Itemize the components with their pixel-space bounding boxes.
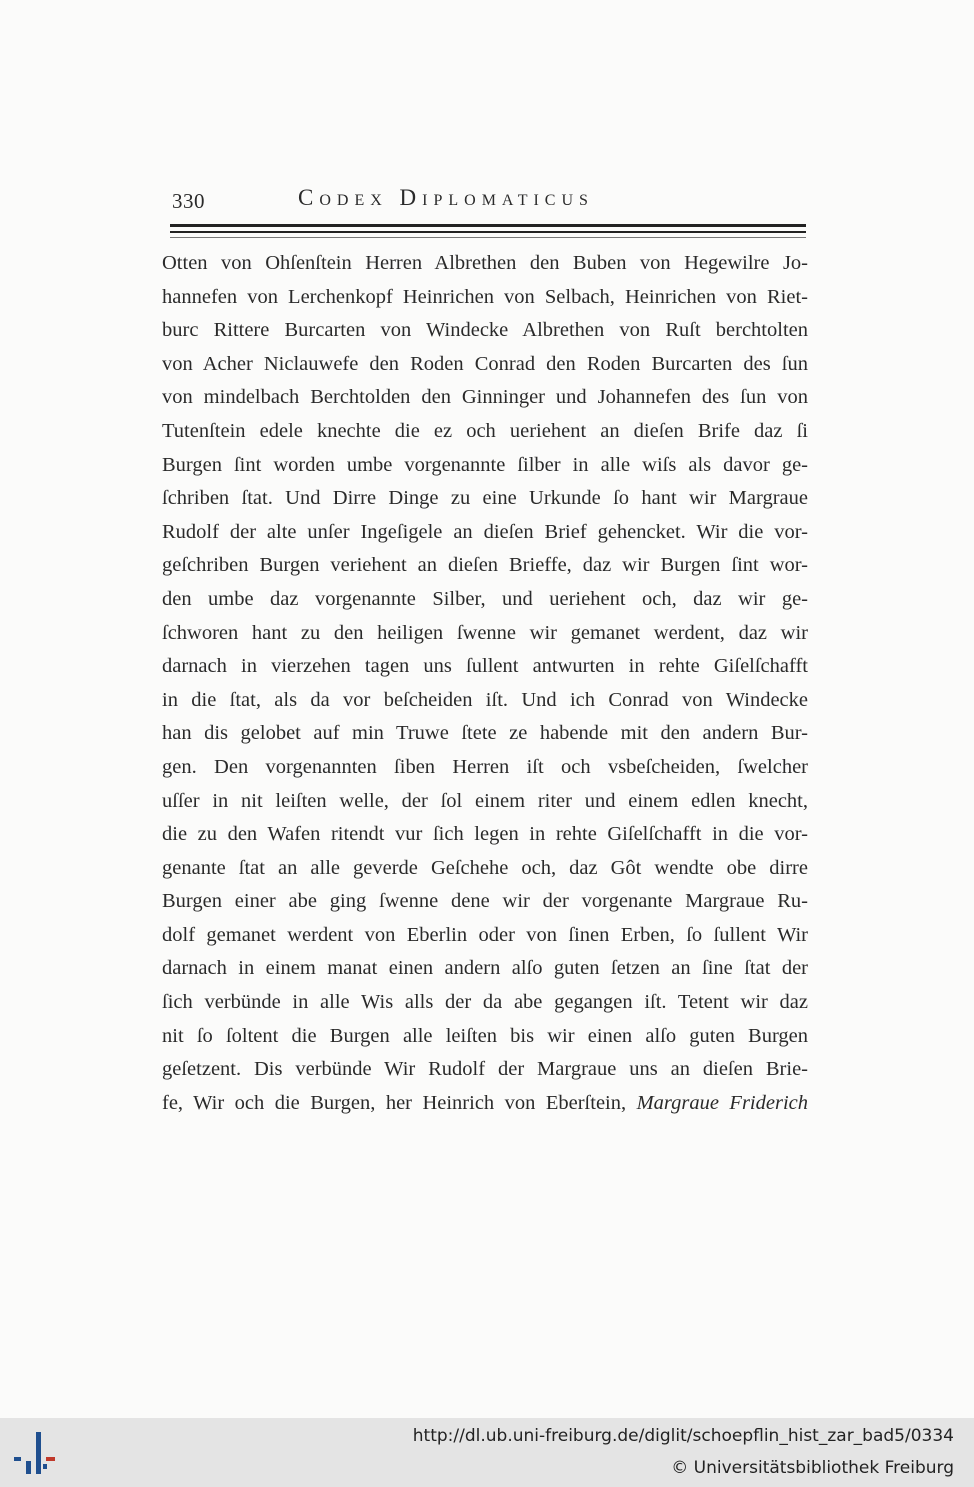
text-line: darnach in vierzehen tagen uns ſullent antwurten in rehte Giſelſchafft <box>162 655 808 678</box>
text-line: von mindelbach Berchtolden den Ginninger und Johannefen des ſun von <box>162 386 808 409</box>
text-line: genante ſtat an alle geverde Geſchehe och, daz Gôt wendte obe dirre <box>162 856 808 879</box>
text-line: hannefen von Lerchenkopf Heinrichen von Selbach, Heinrichen von Riet- <box>162 285 808 308</box>
last-line-roman: fe, Wir och die Burgen, her Heinrich von Eberſtein, <box>162 1091 627 1114</box>
text-line: Burgen ſint worden umbe vorgenannte ſilber in alle wiſs als davor ge- <box>162 453 808 476</box>
header-rule <box>170 224 806 227</box>
header-rule <box>170 237 806 238</box>
text-line: in die ſtat, als da vor beſcheiden iſt. Und ich Conrad von Windecke <box>162 688 808 711</box>
text-line: nit ſo ſoltent die Burgen alle leiſten bis wir einen alſo guten Burgen <box>162 1024 808 1047</box>
text-line: Otten von Ohſenſtein Herren Albrethen den Buben von Hegewilre Jo- <box>162 252 808 274</box>
text-line: die zu den Wafen ritendt vur ſich legen in rehte Giſelſchafft in die vor- <box>162 823 808 846</box>
header-rule <box>170 231 806 233</box>
text-line: dolf gemanet werdent von Eberlin oder von ſinen Erben, ſo ſullent Wir <box>162 923 808 946</box>
text-line: burc Rittere Burcarten von Windecke Albrethen von Ruſt berchtolten <box>162 319 808 342</box>
text-line: han dis gelobet auf min Truwe ſtete ze habende mit den andern Bur- <box>162 722 808 745</box>
text-line: ſich verbünde in alle Wis alls der da abe gegangen iſt. Tetent wir daz <box>162 991 808 1014</box>
text-line: ſchriben ſtat. Und Dirre Dinge zu eine Urkunde ſo hant wir Margraue <box>162 487 808 510</box>
text-line: Tutenſtein edele knechte die ez och ueriehent an dieſen Brife daz ſi <box>162 419 808 442</box>
footer-copyright: © Universitätsbibliothek Freiburg <box>671 1458 954 1478</box>
footer-bar <box>0 1418 974 1487</box>
text-line: darnach in einem manat einen andern alſo guten ſetzen an ſine ſtat der <box>162 957 808 980</box>
ub-freiburg-logo-icon <box>12 1430 62 1476</box>
last-line-italic: Margraue Friderich <box>636 1091 808 1114</box>
text-line: geſetzent. Dis verbünde Wir Rudolf der Margraue uns an dieſen Brie- <box>162 1058 808 1081</box>
text-line: von Acher Niclauwefe den Roden Conrad den Roden Burcarten des ſun <box>162 352 808 375</box>
text-line: uſſer in nit leiſten welle, der ſol einem riter und einem edlen knecht, <box>162 789 808 812</box>
footer-url[interactable]: http://dl.ub.uni-freiburg.de/diglit/schoepflin_hist_zar_bad5/0334 <box>412 1426 954 1446</box>
page-number: 330 <box>172 189 205 213</box>
text-line: Rudolf der alte unſer Ingeſigele an dieſen Brief gehencket. Wir die vor- <box>162 520 808 543</box>
text-line-last <box>162 1087 808 1121</box>
text-line: geſchriben Burgen veriehent an dieſen Brieffe, daz wir Burgen ſint wor- <box>162 554 808 577</box>
text-line: Burgen einer abe ging ſwenne dene wir der vorgenante Margraue Ru- <box>162 890 808 913</box>
text-line: ſchworen hant zu den heiligen ſwenne wir gemanet werdent, daz wir <box>162 621 808 644</box>
text-line: den umbe daz vorgenannte Silber, und ueriehent och, daz wir ge- <box>162 587 808 610</box>
body-text <box>162 247 808 1120</box>
text-line: gen. Den vorgenannten ſiben Herren iſt och vsbeſcheiden, ſwelcher <box>162 755 808 778</box>
running-head: Codex Diplomaticus <box>298 185 594 210</box>
